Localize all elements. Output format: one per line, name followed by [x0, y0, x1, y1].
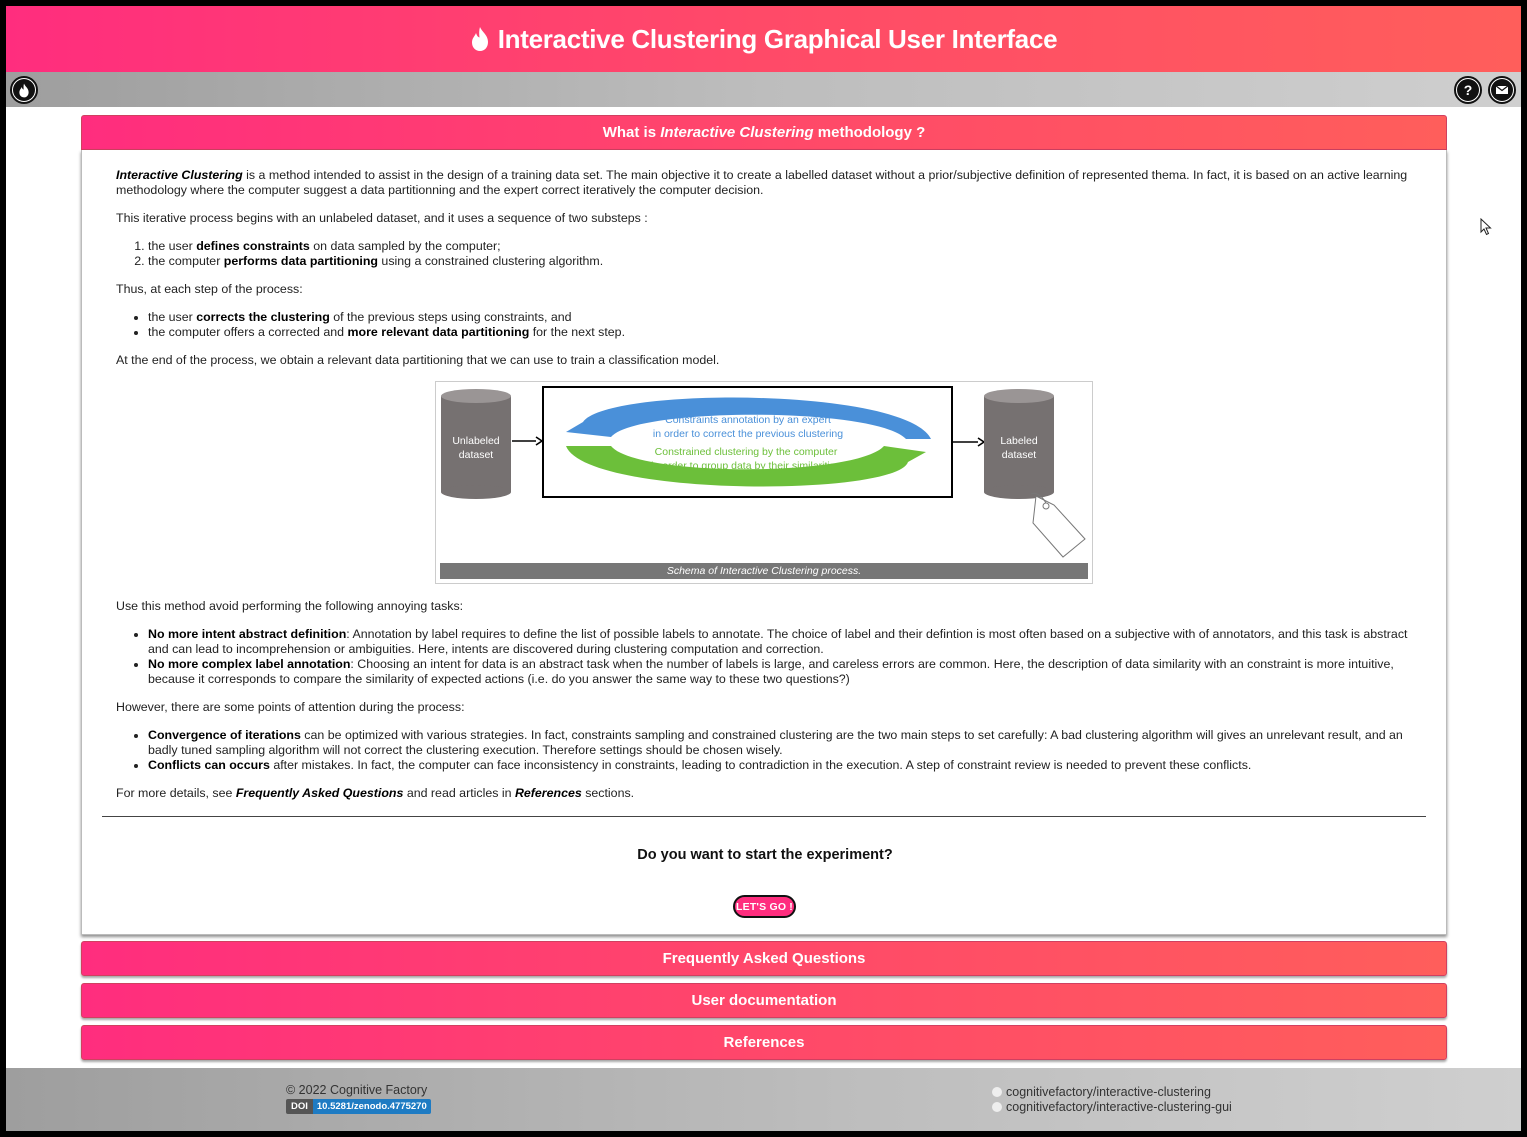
app-title: Interactive Clustering Graphical User Interface	[497, 23, 1058, 54]
list-item	[148, 758, 1416, 773]
label-tag-icon	[1031, 493, 1085, 557]
intro-paragraph	[116, 168, 1416, 198]
item-text: can be optimized with various strategies. In fact, constraints sampling and constrained clustering are the two main steps to set carefully: A bad clustering algorithm will gives an unrelevant result, and an badly tuned sampling algorithm will not correct the clustering execution. Therefore settings should be chosen wisely.	[148, 728, 1403, 757]
unlabeled-label-line2: dataset	[458, 449, 494, 461]
repo-link-core[interactable]	[992, 1085, 1211, 1099]
steps-list	[148, 239, 1416, 269]
repo-link-gui[interactable]	[992, 1100, 1232, 1114]
methodology-panel-header[interactable]	[81, 115, 1447, 150]
intro-emphasis: Interactive Clustering	[116, 168, 243, 182]
panel-title-suffix: methodology ?	[813, 124, 926, 141]
item-bold: defines constraints	[196, 239, 310, 253]
item-bold: No more complex label annotation	[148, 657, 351, 671]
divider	[102, 816, 1426, 817]
copyright: © 2022 Cognitive Factory	[286, 1083, 428, 1097]
labeled-label-line1: Labeled	[1000, 435, 1038, 447]
item-bold: No more intent abstract definition	[148, 627, 347, 641]
attention-intro: However, there are some points of attention during the process:	[116, 700, 465, 714]
methodology-text	[116, 168, 1416, 814]
footer	[6, 1068, 1521, 1131]
help-icon-glyph: ?	[1463, 82, 1473, 98]
repo-link-text: cognitivefactory/interactive-clustering-gui	[1006, 1100, 1232, 1114]
arrow-right-icon	[953, 438, 984, 446]
app-window	[6, 6, 1521, 1131]
navbar	[6, 72, 1521, 107]
item-bold: performs data partitioning	[223, 254, 378, 268]
list-item	[148, 627, 1416, 657]
thus-paragraph: Thus, at each step of the process:	[116, 282, 303, 296]
lets-go-button[interactable]: LET'S GO !	[733, 895, 796, 918]
green-text-line2: in order to group data by their similarities	[651, 460, 841, 472]
item-text: the computer	[148, 254, 224, 268]
schema-caption: Schema of Interactive Clustering process.	[440, 563, 1088, 579]
list-item	[148, 657, 1416, 687]
panel-title-prefix: What is	[602, 124, 661, 141]
faq-panel-header[interactable]: Frequently Asked Questions	[81, 941, 1447, 976]
mouse-cursor-icon	[1480, 218, 1492, 236]
process-schema-figure	[435, 381, 1093, 584]
panel-title-emphasis: Interactive Clustering	[660, 124, 814, 141]
home-button[interactable]	[10, 76, 38, 104]
flame-icon	[470, 26, 490, 52]
process-schema-diagram	[436, 382, 1094, 585]
item-bold: corrects the clustering	[196, 310, 330, 324]
intro-text: is a method intended to assist in the design of a training data set. The main objective it to create a labelled dataset without a prior/subjective definition of represented thema. In fact, it is based on an active learning methodology where the computer suggest a data partitionning and the expert correct iteratively the computer decision.	[116, 168, 1408, 197]
help-button[interactable]	[1454, 76, 1482, 104]
item-text: of the previous steps using constraints, and	[329, 310, 572, 324]
details-text: sections.	[581, 786, 635, 800]
methodology-panel-body	[81, 150, 1447, 935]
github-icon	[992, 1087, 1002, 1097]
item-text: the computer offers a corrected and	[148, 325, 348, 339]
unlabeled-label-line1: Unlabeled	[452, 435, 500, 447]
flame-icon	[13, 79, 35, 101]
item-text: the user	[148, 239, 197, 253]
item-bold: more relevant data partitioning	[347, 325, 530, 339]
repo-link-text: cognitivefactory/interactive-clustering	[1006, 1085, 1211, 1099]
item-text: : Annotation by label requires to define the list of possible labels to annotate. The choice of label and their defintion is most often based on a subjective with of annotators, and this task is abstract and can lead to incomprehension or ambiguities. Here, intents are discovered during clustering computation and correction.	[148, 627, 1408, 656]
item-text: the user	[148, 310, 197, 324]
documentation-panel-header[interactable]: User documentation	[81, 983, 1447, 1018]
end-paragraph: At the end of the process, we obtain a relevant data partitioning that we can use to train a classification model.	[116, 353, 720, 367]
item-text: after mistakes. In fact, the computer can face inconsistency in constraints, leading to contradiction in the execution. A step of constraint review is needed to prevent these conflicts.	[269, 758, 1252, 772]
arrow-right-icon	[512, 437, 542, 445]
github-icon	[992, 1102, 1002, 1112]
contact-button[interactable]	[1488, 76, 1516, 104]
list-item	[148, 325, 1416, 340]
item-text: : Choosing an intent for data is an abstract task when the number of labels is large, and careless errors are common. Here, the description of data similarity with an constraint is more intuitive, because it corresponds to compare the similarity of expected actions (i.e. do you answer the same way to these two questions?)	[148, 657, 1394, 686]
avoid-list	[148, 627, 1416, 687]
details-text: and read articles in	[403, 786, 515, 800]
item-text: for the next step.	[529, 325, 626, 339]
references-panel-header[interactable]: References	[81, 1025, 1447, 1060]
item-bold: Conflicts can occurs	[148, 758, 270, 772]
envelope-icon	[1491, 79, 1513, 101]
doi-badge-value: 10.5281/zenodo.4775270	[313, 1099, 431, 1114]
start-question: Do you want to start the experiment?	[637, 847, 893, 863]
faq-reference: Frequently Asked Questions	[235, 786, 404, 800]
iteration-intro: This iterative process begins with an unlabeled dataset, and it uses a sequence of two substeps :	[116, 211, 648, 225]
item-text: on data sampled by the computer;	[309, 239, 501, 253]
blue-text-line2: in order to correct the previous clustering	[652, 428, 844, 440]
thus-list	[148, 310, 1416, 340]
list-item	[148, 728, 1416, 758]
attention-list	[148, 728, 1416, 773]
item-text: using a constrained clustering algorithm.	[377, 254, 604, 268]
help-icon	[1457, 79, 1479, 101]
details-paragraph	[116, 786, 1416, 801]
avoid-intro: Use this method avoid performing the following annoying tasks:	[116, 599, 464, 613]
list-item	[148, 239, 1416, 254]
top-header	[6, 6, 1521, 72]
item-bold: Convergence of iterations	[148, 728, 301, 742]
doi-badge-label: DOI	[286, 1099, 313, 1114]
list-item	[148, 310, 1416, 325]
green-text-line1: Constrained clustering by the computer	[654, 446, 838, 458]
blue-text-line1: Constraints annotation by an expert	[665, 414, 831, 426]
references-reference: References	[514, 786, 582, 800]
details-text: For more details, see	[116, 786, 236, 800]
list-item	[148, 254, 1416, 269]
labeled-label-line2: dataset	[1001, 449, 1037, 461]
doi-badge[interactable]	[286, 1099, 431, 1114]
